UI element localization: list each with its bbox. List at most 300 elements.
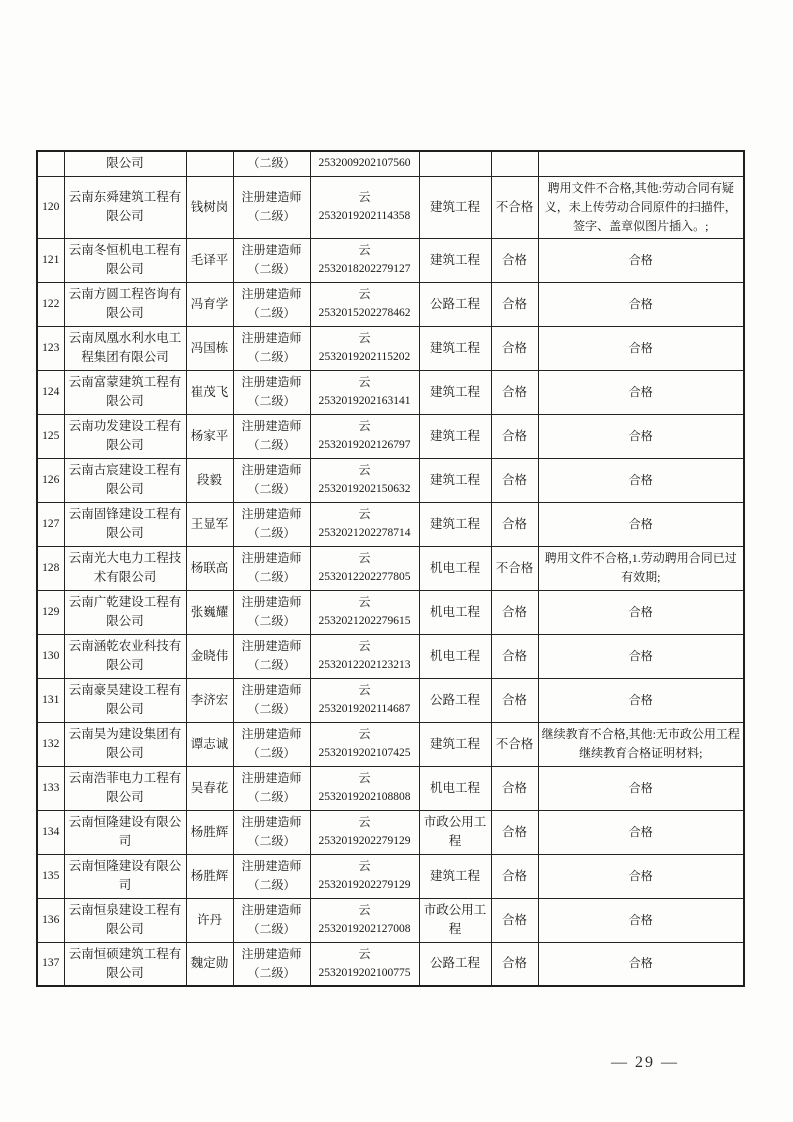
cell-engineering-type [419, 458, 491, 502]
cell-result [491, 810, 538, 854]
cell-certificate [310, 546, 419, 590]
company-name: 云南恒隆建设有限公司 [68, 859, 182, 892]
cell-person [186, 766, 233, 810]
cell-engineering-type [419, 151, 491, 176]
cell-certificate [310, 634, 419, 678]
cell-row-number [37, 326, 64, 370]
cell-result [491, 634, 538, 678]
cell-remark [538, 634, 744, 678]
cell-result [491, 898, 538, 942]
table-row [37, 590, 744, 634]
certificate-prefix: 云 [358, 331, 371, 345]
cell-row-number [37, 282, 64, 326]
table-row [37, 898, 744, 942]
cell-row-number [37, 238, 64, 282]
person-name: 崔茂飞 [190, 384, 229, 399]
certificate-prefix: 云 [358, 463, 371, 477]
company-name: 云南恒隆建设有限公司 [68, 815, 182, 848]
review-result: 合格 [501, 472, 527, 487]
review-result: 合格 [501, 692, 527, 707]
cell-remark [538, 176, 744, 238]
review-result: 合格 [501, 604, 527, 619]
cell-engineering-type [419, 370, 491, 414]
cell-certificate [310, 176, 419, 238]
cell-registration-type [233, 151, 310, 176]
cell-engineering-type [419, 766, 491, 810]
review-result: 合格 [501, 780, 527, 795]
cell-company [64, 898, 186, 942]
cell-row-number [37, 370, 64, 414]
person-name: 金晓伟 [190, 648, 229, 663]
review-result: 合格 [501, 252, 527, 267]
engineering-type: 机电工程 [429, 604, 480, 619]
certificate-prefix: 云 [358, 507, 371, 521]
cell-remark [538, 326, 744, 370]
review-result: 合格 [501, 912, 527, 927]
remark-text: 合格 [628, 340, 653, 355]
company-name: 云南功发建设工程有限公司 [68, 419, 182, 452]
cell-engineering-type [419, 502, 491, 546]
cell-company [64, 414, 186, 458]
certificate-prefix: 云 [358, 595, 371, 609]
remark-text: 合格 [628, 428, 653, 443]
certificate-prefix: 云 [358, 375, 371, 389]
cell-registration-type [233, 282, 310, 326]
registration-type-line2: （二级） [247, 878, 296, 892]
cell-company [64, 502, 186, 546]
cell-company [64, 458, 186, 502]
cell-certificate [310, 370, 419, 414]
registration-type-line1: 注册建造师 [241, 463, 302, 477]
table-row [37, 458, 744, 502]
company-name: 云南恒硕建筑工程有限公司 [68, 946, 182, 980]
table-row [37, 678, 744, 722]
cell-remark [538, 458, 744, 502]
person-name: 冯育学 [190, 296, 229, 311]
remark-text: 合格 [628, 384, 653, 399]
cell-result [491, 370, 538, 414]
cell-company [64, 326, 186, 370]
row-number: 120 [42, 200, 60, 213]
cell-certificate [310, 898, 419, 942]
registration-type-line2: （二级） [247, 746, 296, 760]
remark-text: 合格 [628, 692, 653, 707]
registration-type-line1: 注册建造师 [241, 903, 302, 917]
registration-type-line2: （二级） [247, 262, 296, 276]
table-row [37, 370, 744, 414]
row-number: 126 [42, 473, 60, 486]
cell-result [491, 942, 538, 986]
person-name: 杨家平 [190, 428, 229, 443]
cell-remark [538, 370, 744, 414]
certificate-number: 2532019202279129 [318, 835, 411, 847]
cell-remark [538, 414, 744, 458]
cell-row-number [37, 898, 64, 942]
table-row [37, 810, 744, 854]
engineering-type: 公路工程 [429, 692, 480, 707]
row-number: 129 [42, 605, 60, 618]
cell-registration-type [233, 766, 310, 810]
cell-engineering-type [419, 282, 491, 326]
row-number: 123 [42, 341, 60, 354]
engineering-type: 机电工程 [429, 780, 480, 795]
row-number: 133 [42, 781, 60, 794]
remark-text: 合格 [628, 648, 653, 663]
remark-text: 聘用文件不合格,1.劳动聘用合同已过有效期; [544, 551, 737, 584]
cell-registration-type [233, 722, 310, 766]
review-result: 不合格 [495, 560, 534, 575]
certificate-number: 2532019202163141 [318, 395, 411, 407]
cell-engineering-type [419, 414, 491, 458]
cell-person [186, 722, 233, 766]
certificate-prefix: 云 [358, 639, 371, 653]
certificate-prefix: 云 [358, 243, 371, 257]
row-number: 131 [42, 693, 60, 706]
remark-text: 合格 [628, 604, 653, 619]
company-name: 云南富蒙建筑工程有限公司 [68, 375, 182, 408]
remark-text: 合格 [628, 252, 653, 267]
engineering-type: 建筑工程 [429, 252, 480, 267]
cell-person [186, 176, 233, 238]
registration-type-line1: 注册建造师 [241, 331, 302, 345]
table-row [37, 854, 744, 898]
company-name: 云南豪昊建设工程有限公司 [68, 683, 182, 716]
cell-person [186, 678, 233, 722]
engineering-type: 市政公用工程 [423, 815, 487, 848]
company-name: 云南光大电力工程技术有限公司 [68, 551, 182, 584]
cell-remark [538, 766, 744, 810]
row-number: 122 [42, 297, 60, 310]
cell-engineering-type [419, 176, 491, 238]
registration-type-line1: 注册建造师 [241, 551, 302, 565]
certificate-number: 2532019202150632 [318, 483, 411, 495]
person-name: 杨联高 [190, 560, 229, 575]
cell-company [64, 176, 186, 238]
cell-registration-type [233, 678, 310, 722]
certificate-prefix: 云 [358, 859, 371, 873]
registration-type-line1: 注册建造师 [241, 639, 302, 653]
cell-registration-type [233, 634, 310, 678]
cell-engineering-type [419, 326, 491, 370]
cell-row-number [37, 176, 64, 238]
cell-result [491, 176, 538, 238]
review-result: 合格 [501, 868, 527, 883]
cell-engineering-type [419, 810, 491, 854]
cell-company [64, 151, 186, 176]
person-name: 魏定勋 [190, 956, 229, 971]
remark-text: 合格 [628, 516, 653, 531]
registration-type-line1: 注册建造师 [241, 595, 302, 609]
cell-engineering-type [419, 722, 491, 766]
registration-type-line1: 注册建造师 [241, 727, 302, 741]
certificate-prefix: 云 [358, 771, 371, 785]
cell-registration-type [233, 370, 310, 414]
cell-registration-type [233, 546, 310, 590]
registration-type-line2: （二级） [247, 570, 296, 584]
cell-remark [538, 898, 744, 942]
cell-company [64, 238, 186, 282]
registration-type-line1: 注册建造师 [241, 859, 302, 873]
row-number: 130 [42, 649, 60, 662]
cell-row-number [37, 590, 64, 634]
cell-result [491, 414, 538, 458]
engineering-type: 建筑工程 [429, 384, 480, 399]
registration-type-line2: （二级） [247, 156, 296, 171]
cell-engineering-type [419, 854, 491, 898]
row-number: 136 [42, 913, 60, 926]
certificate-number: 2532021202279615 [318, 615, 411, 627]
cell-person [186, 238, 233, 282]
review-result: 合格 [501, 516, 527, 531]
registration-type-line2: （二级） [247, 614, 296, 628]
cell-remark [538, 854, 744, 898]
cell-person [186, 370, 233, 414]
registration-type-line2: （二级） [247, 438, 296, 452]
certificate-number: 2532018202279127 [318, 263, 411, 275]
cell-remark [538, 502, 744, 546]
company-name: 云南凤凰水利水电工程集团有限公司 [68, 331, 182, 364]
company-name: 云南浩菲电力工程有限公司 [68, 771, 182, 804]
certificate-number: 2532019202108808 [318, 791, 411, 803]
person-name: 杨胜辉 [190, 824, 229, 839]
cell-result [491, 238, 538, 282]
registration-type-line2: （二级） [247, 209, 296, 223]
cell-certificate [310, 151, 419, 176]
certificate-prefix: 云 [358, 683, 371, 697]
cell-company [64, 722, 186, 766]
remark-text: 合格 [628, 956, 653, 971]
cell-company [64, 854, 186, 898]
engineering-type: 建筑工程 [429, 199, 480, 214]
cell-remark [538, 678, 744, 722]
table-row [37, 176, 744, 238]
table-row [37, 942, 744, 986]
person-name: 杨胜辉 [190, 868, 229, 883]
cell-company [64, 810, 186, 854]
cell-certificate [310, 458, 419, 502]
engineering-type: 市政公用工程 [423, 903, 487, 936]
cell-result [491, 546, 538, 590]
row-number: 124 [42, 385, 60, 398]
cell-remark [538, 942, 744, 986]
company-name: 限公司 [106, 156, 144, 171]
row-number: 128 [42, 561, 60, 574]
cell-remark [538, 722, 744, 766]
remark-text: 合格 [628, 868, 653, 883]
certificate-number: 2532021202278714 [318, 527, 411, 539]
registration-type-line2: （二级） [247, 526, 296, 540]
cell-person [186, 898, 233, 942]
registration-type-line2: （二级） [247, 350, 296, 364]
certificate-prefix: 云 [358, 815, 371, 829]
cell-person [186, 942, 233, 986]
registration-type-line2: （二级） [247, 306, 296, 320]
certificate-prefix: 云 [358, 903, 371, 917]
certificate-number: 2532019202115202 [318, 351, 411, 363]
cell-remark [538, 810, 744, 854]
cell-company [64, 678, 186, 722]
qualification-review-table [36, 150, 745, 987]
cell-registration-type [233, 898, 310, 942]
certificate-number: 2532019202126797 [318, 439, 411, 451]
certificate-number: 2532019202107425 [318, 747, 411, 759]
cell-row-number [37, 546, 64, 590]
registration-type-line2: （二级） [247, 482, 296, 496]
cell-person [186, 151, 233, 176]
cell-result [491, 326, 538, 370]
cell-certificate [310, 326, 419, 370]
review-result: 不合格 [495, 736, 534, 751]
row-number: 134 [42, 825, 60, 838]
registration-type-line2: （二级） [247, 394, 296, 408]
registration-type-line2: （二级） [247, 790, 296, 804]
table-row [37, 634, 744, 678]
person-name: 吴春花 [190, 780, 229, 795]
certificate-number: 2532019202114358 [318, 210, 411, 222]
registration-type-line2: （二级） [247, 965, 296, 980]
certificate-number: 2532012202123213 [318, 659, 411, 671]
registration-type-line1: 注册建造师 [241, 419, 302, 433]
engineering-type: 公路工程 [429, 296, 480, 311]
cell-remark [538, 590, 744, 634]
certificate-prefix: 云 [358, 419, 371, 433]
table-row [37, 546, 744, 590]
review-result: 合格 [501, 824, 527, 839]
person-name: 钱树岗 [190, 199, 229, 214]
cell-row-number [37, 942, 64, 986]
certificate-number: 2532019202279129 [318, 879, 411, 891]
cell-registration-type [233, 854, 310, 898]
cell-certificate [310, 502, 419, 546]
certificate-number: 2532019202100775 [318, 966, 411, 979]
registration-type-line1: 注册建造师 [241, 683, 302, 697]
company-name: 云南固锋建设工程有限公司 [68, 507, 182, 540]
cell-row-number [37, 722, 64, 766]
cell-result [491, 502, 538, 546]
registration-type-line1: 注册建造师 [241, 507, 302, 521]
certificate-prefix: 云 [358, 190, 371, 204]
cell-result [491, 854, 538, 898]
table-row [37, 414, 744, 458]
company-name: 云南方圆工程咨询有限公司 [68, 287, 182, 320]
remark-text: 合格 [628, 780, 653, 795]
remark-text: 聘用文件不合格,其他:劳动合同有疑义，未上传劳动合同原件的扫描件，签字、盖章似图片插入。; [544, 180, 737, 233]
cell-registration-type [233, 176, 310, 238]
person-name: 许丹 [196, 912, 222, 927]
cell-registration-type [233, 414, 310, 458]
person-name: 谭志诚 [190, 736, 229, 751]
certificate-prefix: 云 [358, 946, 371, 961]
cell-registration-type [233, 326, 310, 370]
company-name: 云南东舜建筑工程有限公司 [68, 190, 182, 223]
row-number: 121 [42, 253, 60, 266]
person-name: 王显军 [190, 516, 229, 531]
person-name: 李济宏 [190, 692, 229, 707]
engineering-type: 建筑工程 [429, 340, 480, 355]
registration-type-line2: （二级） [247, 834, 296, 848]
cell-person [186, 326, 233, 370]
person-name: 张巍耀 [190, 604, 229, 619]
engineering-type: 建筑工程 [429, 736, 480, 751]
cell-company [64, 634, 186, 678]
cell-person [186, 634, 233, 678]
person-name: 毛译平 [190, 252, 229, 267]
cell-result [491, 766, 538, 810]
row-number: 137 [42, 957, 60, 970]
cell-person [186, 810, 233, 854]
table-row [37, 502, 744, 546]
cell-company [64, 546, 186, 590]
cell-company [64, 282, 186, 326]
cell-certificate [310, 810, 419, 854]
cell-registration-type [233, 810, 310, 854]
row-number: 125 [42, 429, 60, 442]
cell-engineering-type [419, 238, 491, 282]
cell-result [491, 678, 538, 722]
cell-registration-type [233, 458, 310, 502]
page-number: — 29 — [611, 1054, 679, 1071]
cell-certificate [310, 414, 419, 458]
company-name: 云南广乾建设工程有限公司 [68, 595, 182, 628]
registration-type-line2: （二级） [247, 922, 296, 936]
table-row [37, 326, 744, 370]
cell-person [186, 414, 233, 458]
registration-type-line1: 注册建造师 [241, 287, 302, 301]
engineering-type: 建筑工程 [429, 868, 480, 883]
cell-certificate [310, 722, 419, 766]
certificate-number: 2532019202114687 [318, 703, 411, 715]
company-name: 云南恒泉建设工程有限公司 [68, 903, 182, 936]
cell-result [491, 151, 538, 176]
cell-certificate [310, 238, 419, 282]
cell-registration-type [233, 238, 310, 282]
cell-engineering-type [419, 546, 491, 590]
cell-person [186, 590, 233, 634]
table-row [37, 238, 744, 282]
cell-registration-type [233, 502, 310, 546]
cell-engineering-type [419, 590, 491, 634]
person-name: 冯国栋 [190, 340, 229, 355]
review-result: 合格 [501, 296, 527, 311]
cell-remark [538, 546, 744, 590]
certificate-prefix: 云 [358, 727, 371, 741]
table-row [37, 282, 744, 326]
cell-remark [538, 238, 744, 282]
engineering-type: 公路工程 [429, 956, 480, 971]
cell-company [64, 590, 186, 634]
review-result: 合格 [501, 340, 527, 355]
cell-person [186, 502, 233, 546]
registration-type-line2: （二级） [247, 702, 296, 716]
engineering-type: 机电工程 [429, 560, 480, 575]
cell-certificate [310, 590, 419, 634]
table-row [37, 766, 744, 810]
cell-person [186, 854, 233, 898]
cell-result [491, 590, 538, 634]
cell-certificate [310, 766, 419, 810]
cell-result [491, 282, 538, 326]
cell-certificate [310, 678, 419, 722]
review-result: 合格 [501, 956, 527, 971]
remark-text: 合格 [628, 296, 653, 311]
engineering-type: 建筑工程 [429, 472, 480, 487]
review-result: 合格 [501, 648, 527, 663]
review-result: 合格 [501, 428, 527, 443]
cell-row-number [37, 414, 64, 458]
registration-type-line1: 注册建造师 [241, 190, 302, 204]
cell-company [64, 766, 186, 810]
person-name: 段毅 [196, 472, 222, 487]
